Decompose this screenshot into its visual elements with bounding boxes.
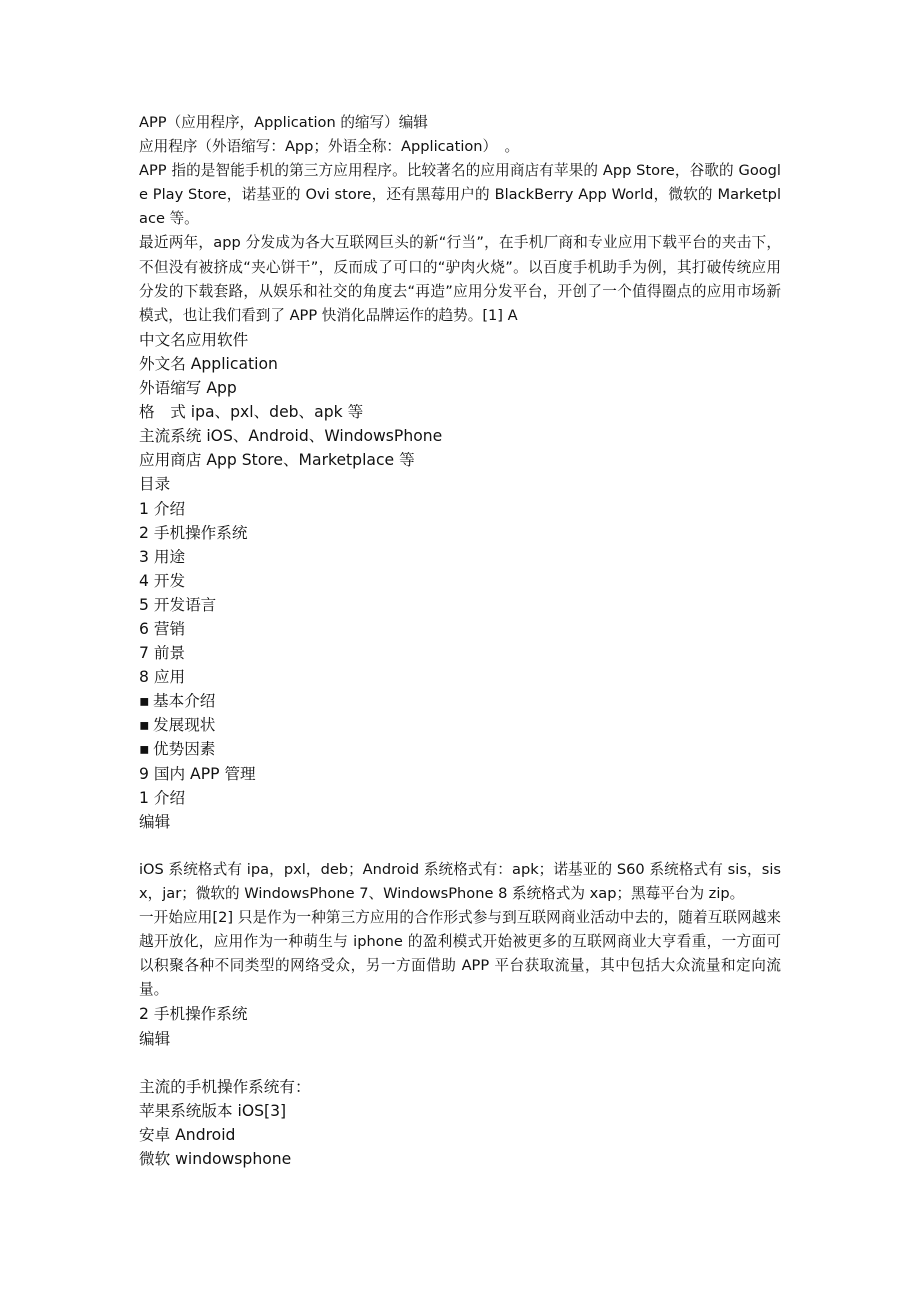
toc-title: 目录 <box>139 475 171 494</box>
section-intro-paragraph-1: iOS 系统格式有 ipa，pxl，deb；Android 系统格式有：apk；诺基亚的 S60 系统格式有 sis，sisx，jar；微软的 WindowsPhone 7、WindowsPhone 8 系统格式为 xap；黑莓平台为 zip。 <box>139 860 781 902</box>
infobox-abbreviation: 外语缩写 App <box>139 379 237 398</box>
toc-subitem-basic-intro[interactable] <box>139 689 781 713</box>
toc-subitem-label: 发展现状 <box>153 716 216 735</box>
os-list-item-android: 安卓 Android <box>139 1125 236 1144</box>
toc-subitem-status[interactable] <box>139 713 781 737</box>
section-title: 2 手机操作系统 <box>139 1005 248 1024</box>
infobox-app-stores: 应用商店 App Store、Marketplace 等 <box>139 451 415 470</box>
os-list-item-ios: 苹果系统版本 iOS[3] <box>139 1101 287 1120</box>
infobox-chinese-name: 中文名应用软件 <box>139 330 249 349</box>
document-title: APP（应用程序，Application 的缩写）编辑 <box>139 114 428 131</box>
intro-paragraph-2: 最近两年，app 分发成为各大互联网巨头的新“行当”，在手机厂商和专业应用下载平台的夹击下，不但没有被挤成“夹心饼干”，反而成了可口的“驴肉火烧”。以百度手机助手为例，其打破传统应用分发的下载套路，从娱乐和社交的角度去“再造”应用分发平台，开创了一个值得圈点的应用市场新模式，也让我们看到了 APP 快消化品牌运作的趋势。[1] A <box>139 234 781 324</box>
infobox-foreign-name: 外文名 Application <box>139 354 278 373</box>
section-mobile-os <box>139 1002 781 1171</box>
toc-item-domestic-app-management[interactable]: 9 国内 APP 管理 <box>139 764 256 783</box>
toc-item-application[interactable]: 8 应用 <box>139 668 186 687</box>
toc-item-development[interactable]: 4 开发 <box>139 571 186 590</box>
bullet-icon: ▪ <box>139 716 150 735</box>
toc-subitem-label: 基本介绍 <box>153 692 216 711</box>
document-subtitle: 应用程序（外语缩写：App；外语全称：Application） 。 <box>139 138 520 156</box>
os-list-item-windowsphone: 微软 windowsphone <box>139 1150 292 1169</box>
toc-item-intro[interactable]: 1 介绍 <box>139 499 186 518</box>
section-mobile-os-intro: 主流的手机操作系统有： <box>139 1077 311 1096</box>
infobox <box>139 328 781 473</box>
table-of-contents <box>139 472 781 785</box>
toc-item-dev-language[interactable]: 5 开发语言 <box>139 595 217 614</box>
spacer <box>139 1051 781 1075</box>
infobox-main-systems: 主流系统 iOS、Android、WindowsPhone <box>139 427 443 446</box>
edit-link[interactable]: 编辑 <box>139 1029 171 1048</box>
bullet-icon: ▪ <box>139 740 150 759</box>
edit-link[interactable]: 编辑 <box>139 812 171 831</box>
toc-item-marketing[interactable]: 6 营销 <box>139 619 186 638</box>
toc-item-mobile-os[interactable]: 2 手机操作系统 <box>139 523 248 542</box>
section-title: 1 介绍 <box>139 788 186 807</box>
toc-item-prospects[interactable]: 7 前景 <box>139 644 186 663</box>
toc-subitem-advantages[interactable] <box>139 737 781 761</box>
infobox-format: 格 式 ipa、pxl、deb、apk 等 <box>139 403 364 422</box>
bullet-icon: ▪ <box>139 692 150 711</box>
document-page <box>139 111 781 1171</box>
section-intro <box>139 786 781 1003</box>
intro-paragraph-1: APP 指的是智能手机的第三方应用程序。比较著名的应用商店有苹果的 App Store，谷歌的 Google Play Store，诺基亚的 Ovi store，还有黑莓用户的 BlackBerry App World，微软的 Marketplace 等。 <box>139 162 781 228</box>
toc-item-usage[interactable]: 3 用途 <box>139 547 186 566</box>
toc-subitem-label: 优势因素 <box>153 740 216 759</box>
spacer <box>139 834 781 858</box>
section-intro-paragraph-2: 一开始应用[2] 只是作为一种第三方应用的合作形式参与到互联网商业活动中去的，随着互联网越来越开放化，应用作为一种萌生与 iphone 的盈利模式开始被更多的互联网商业大亨看重，一方面可以积聚各种不同类型的网络受众，另一方面借助 APP 平台获取流量，其中包括大众流量和定向流量。 <box>139 909 781 999</box>
